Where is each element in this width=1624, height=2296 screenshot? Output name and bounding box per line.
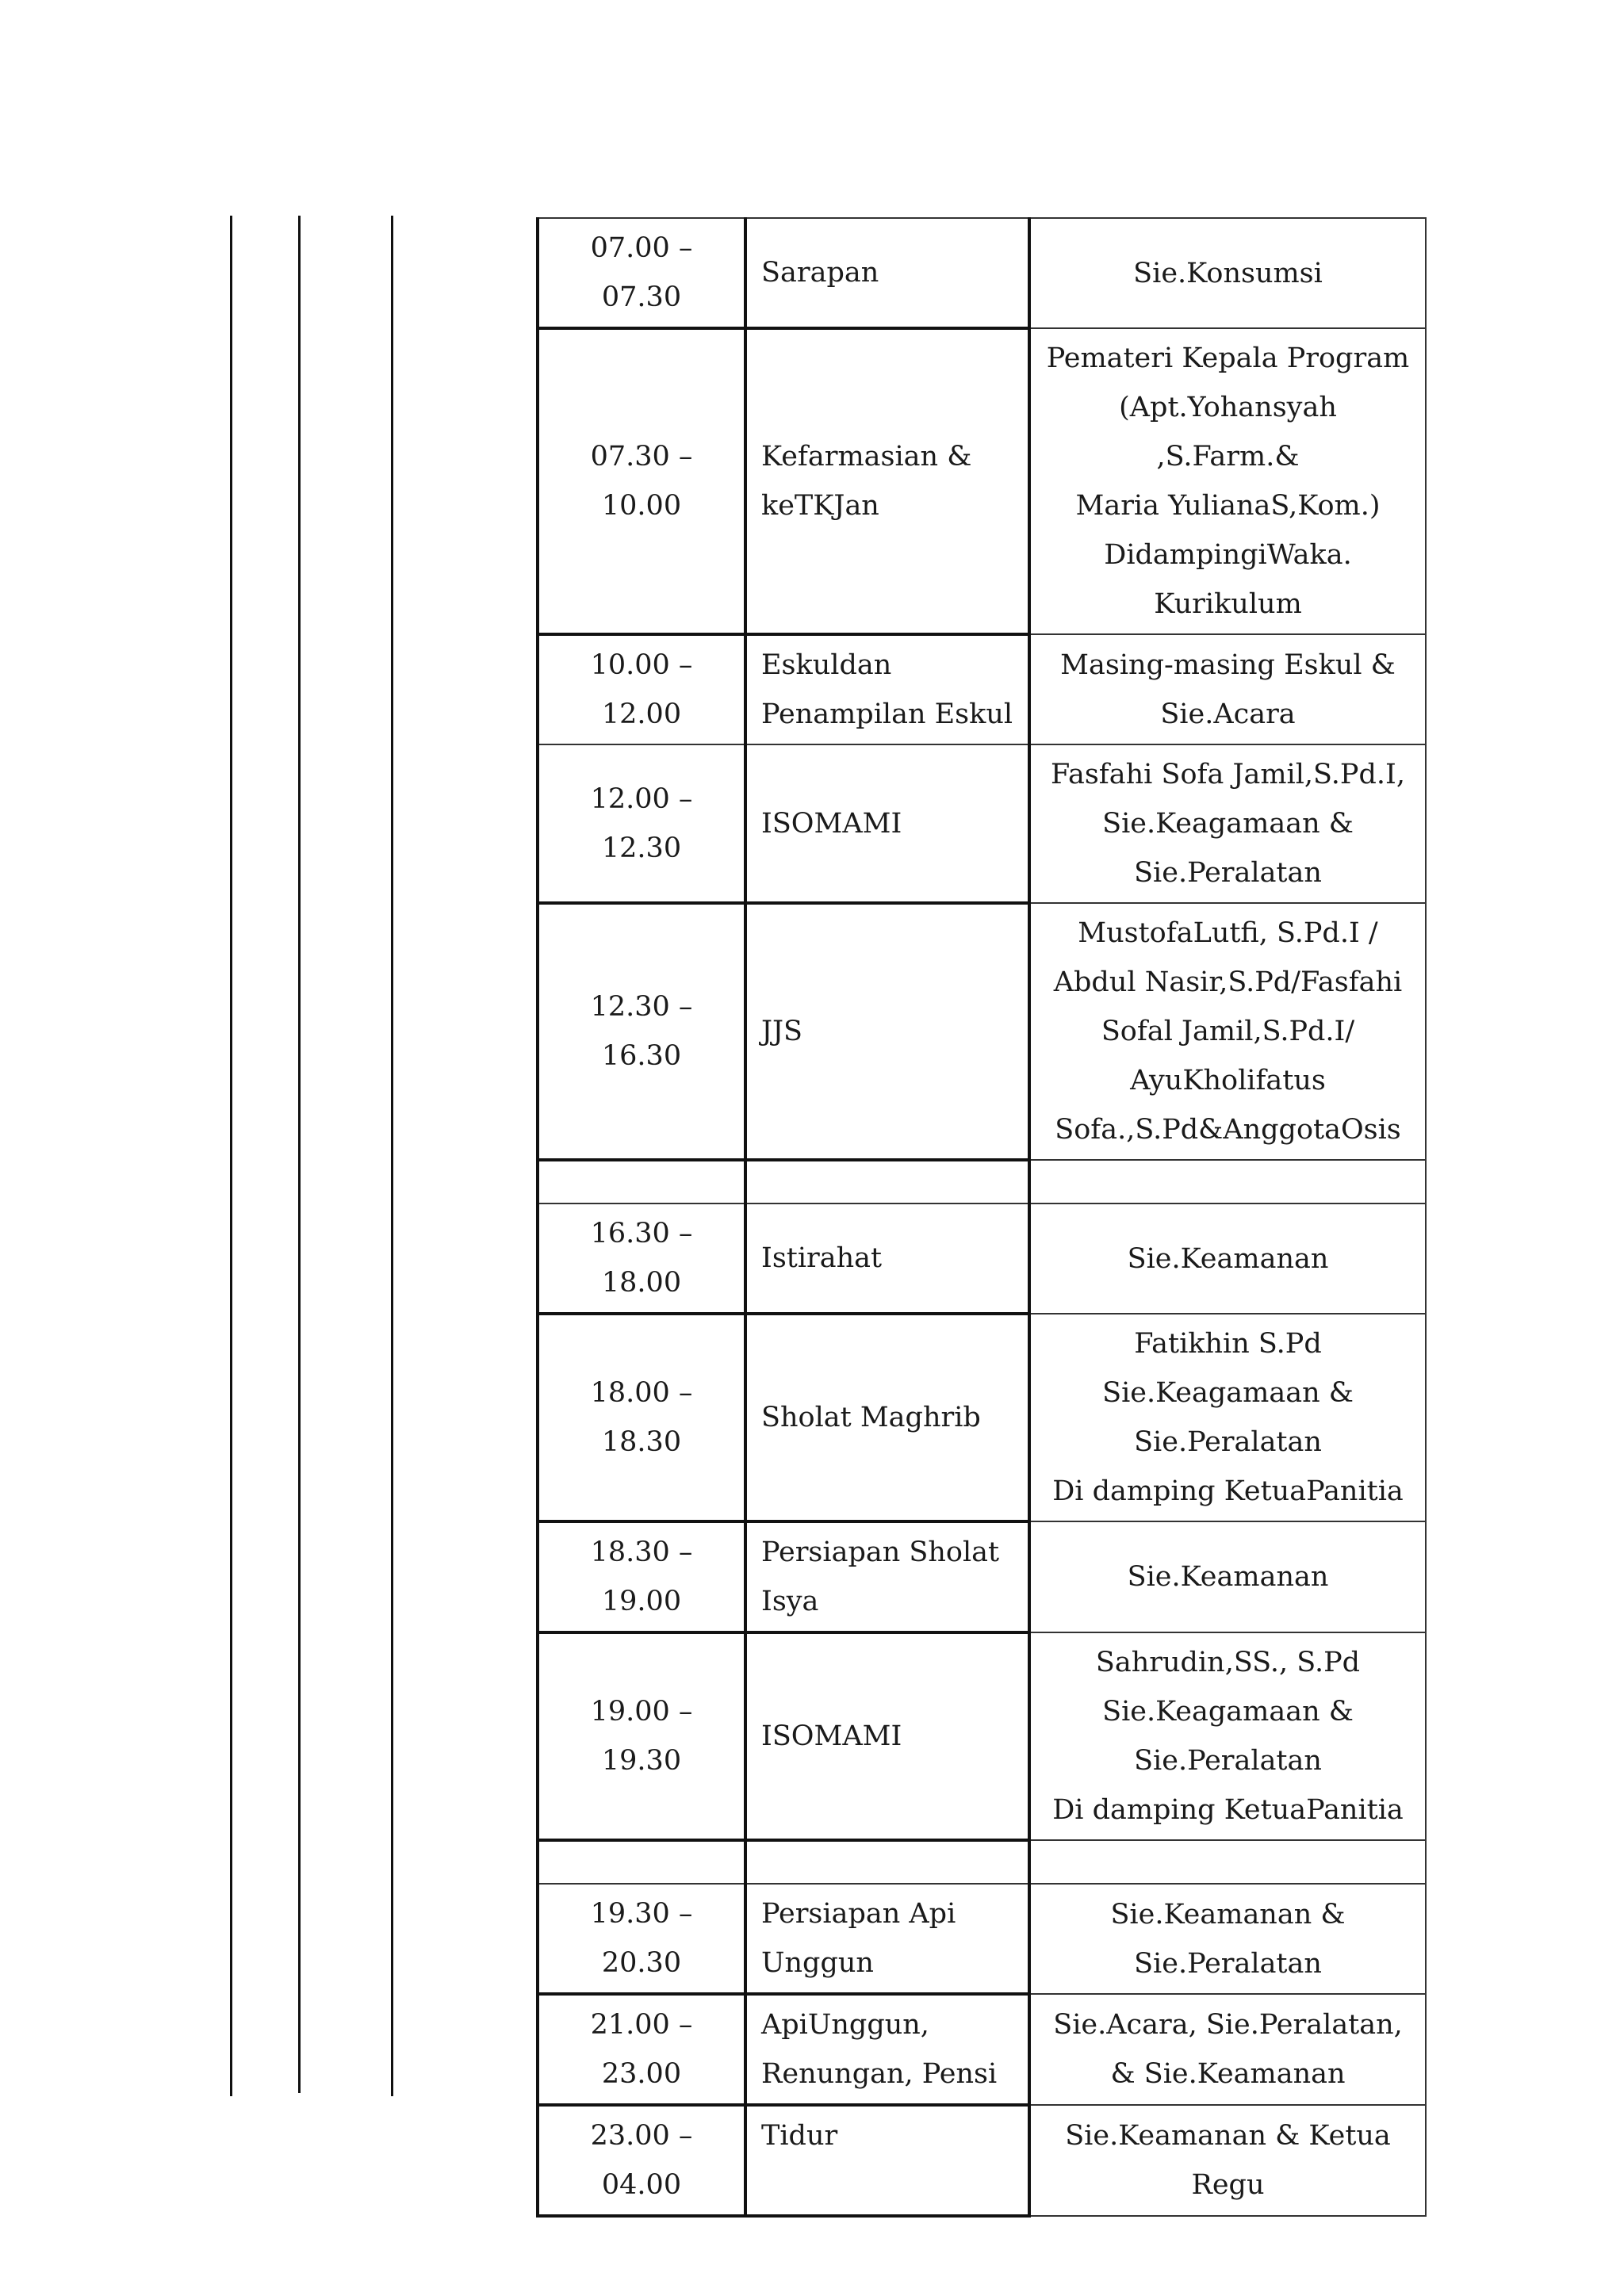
pic-cell <box>1029 1884 1426 1994</box>
activity-cell-line: Sholat Maghrib <box>761 1402 981 1433</box>
pic-cell <box>1029 218 1426 328</box>
time-cell-line: 20.30 <box>601 1947 682 1979</box>
time-cell <box>538 1840 745 1884</box>
pic-cell-line: & Sie.Keamanan <box>1110 2058 1346 2090</box>
pic-cell-line: Sie.Keamanan <box>1127 1242 1329 1275</box>
schedule-row <box>538 1314 1426 1521</box>
pic-cell <box>1029 1160 1426 1203</box>
activity-cell <box>745 903 1029 1160</box>
schedule-row <box>538 1521 1426 1632</box>
time-cell-line: 10.00 – <box>590 649 693 681</box>
time-cell <box>538 1632 745 1840</box>
pic-cell <box>1029 1994 1426 2105</box>
activity-cell-line: ISOMAMI <box>761 807 902 840</box>
activity-cell-line: Renungan, Pensi <box>761 2058 998 2090</box>
activity-cell <box>745 1994 1029 2105</box>
time-cell-line: 04.00 <box>601 2169 682 2201</box>
activity-cell-line: Sarapan <box>761 257 879 289</box>
pic-cell-line: Sie.Peralatan <box>1134 1947 1322 1980</box>
pic-cell-line: Pemateri Kepala Program <box>1046 342 1410 374</box>
pic-cell-line: (Apt.Yohansyah ,S.Farm.& <box>1119 392 1337 473</box>
pic-cell-line: Sie.Keamanan & Ketua <box>1065 2120 1391 2152</box>
activity-cell <box>745 218 1029 328</box>
time-cell <box>538 1994 745 2105</box>
pic-cell <box>1029 744 1426 903</box>
pic-cell <box>1029 1314 1426 1521</box>
pic-cell-line: Sie.Konsumsi <box>1133 257 1323 289</box>
left-border-line-2 <box>298 216 301 2093</box>
pic-cell-line: Abdul Nasir,S.Pd/Fasfahi <box>1053 966 1403 998</box>
pic-cell <box>1029 1632 1426 1840</box>
time-cell <box>538 634 745 744</box>
pic-cell-line: Masing-masing Eskul & <box>1060 649 1396 681</box>
left-border-line-3 <box>391 216 393 2096</box>
schedule-row <box>538 1884 1426 1994</box>
pic-cell-line: Di damping KetuaPanitia <box>1052 1794 1404 1826</box>
time-cell-line: 18.00 <box>601 1267 682 1299</box>
schedule-body <box>538 218 1426 2216</box>
pic-cell-line: Sie.Peralatan <box>1134 1426 1322 1458</box>
pic-cell-line: Sahrudin,SS., S.Pd <box>1095 1647 1361 1678</box>
pic-cell-line: Sie.Keamanan <box>1127 1561 1329 1593</box>
pic-cell-line: Fasfahi Sofa Jamil,S.Pd.I, <box>1051 759 1405 790</box>
time-cell-line: 18.30 <box>601 1426 682 1458</box>
time-cell-line: 07.30 <box>601 281 682 313</box>
time-cell-line: 16.30 <box>601 1040 682 1072</box>
schedule-row <box>538 903 1426 1160</box>
schedule-row <box>538 328 1426 634</box>
time-cell <box>538 1203 745 1314</box>
activity-cell <box>745 1884 1029 1994</box>
pic-cell-line: MustofaLutfi, S.Pd.I / <box>1078 917 1378 949</box>
pic-cell <box>1029 1521 1426 1632</box>
time-cell-line: 07.00 – <box>590 232 693 264</box>
activity-cell <box>745 1203 1029 1314</box>
left-border-line-1 <box>230 216 232 2096</box>
pic-cell-line: Sofal Jamil,S.Pd.I/ <box>1101 1016 1355 1047</box>
time-cell <box>538 1160 745 1203</box>
time-cell <box>538 2105 745 2216</box>
pic-cell-line: Kurikulum <box>1154 588 1302 620</box>
pic-cell-line: Sie.Peralatan <box>1134 857 1322 889</box>
activity-cell-line: ISOMAMI <box>761 1720 902 1752</box>
schedule-row <box>538 1840 1426 1884</box>
time-cell-line: 12.00 <box>601 698 682 730</box>
time-cell-line: 12.00 – <box>590 783 693 815</box>
time-cell <box>538 903 745 1160</box>
schedule-row <box>538 1994 1426 2105</box>
activity-cell <box>745 1521 1029 1632</box>
time-cell-line: 10.00 <box>601 490 682 522</box>
time-cell-line: 12.30 <box>601 832 682 864</box>
activity-cell-line: Unggun <box>761 1947 874 1979</box>
pic-cell <box>1029 328 1426 634</box>
time-cell-line: 19.30 <box>601 1745 682 1777</box>
time-cell-line: 19.00 – <box>590 1696 693 1728</box>
activity-cell-line: Persiapan Api <box>761 1898 956 1930</box>
pic-cell <box>1029 634 1426 744</box>
pic-cell-line: Maria YulianaS,Kom.) <box>1075 490 1381 522</box>
activity-cell <box>745 1160 1029 1203</box>
time-cell-line: 21.00 – <box>590 2009 693 2041</box>
time-cell <box>538 1884 745 1994</box>
time-cell <box>538 1314 745 1521</box>
pic-cell-line: Di damping KetuaPanitia <box>1052 1475 1404 1507</box>
activity-cell-line: JJS <box>761 1016 803 1047</box>
pic-cell-line: Fatikhin S.Pd <box>1134 1328 1322 1360</box>
pic-cell-line: Sie.Keagamaan & <box>1102 1377 1354 1409</box>
pic-cell-line: Sofa.,S.Pd&AnggotaOsis <box>1055 1114 1401 1146</box>
activity-cell <box>745 744 1029 903</box>
schedule-row <box>538 2105 1426 2216</box>
pic-cell-line: Regu <box>1191 2169 1265 2201</box>
schedule-row <box>538 634 1426 744</box>
activity-cell <box>745 1632 1029 1840</box>
time-cell-line: 16.30 – <box>590 1218 693 1249</box>
schedule-row <box>538 1203 1426 1314</box>
time-cell <box>538 1521 745 1632</box>
pic-cell-line: DidampingiWaka. <box>1104 539 1352 571</box>
time-cell-line: 18.30 – <box>590 1536 693 1568</box>
activity-cell-line: Istirahat <box>761 1242 883 1274</box>
pic-cell-line: Sie.Peralatan <box>1134 1745 1322 1777</box>
activity-cell <box>745 1840 1029 1884</box>
activity-cell-line: Penampilan Eskul <box>761 698 1013 730</box>
activity-cell-line: keTKJan <box>761 490 879 522</box>
activity-cell-line: Tidur <box>761 2120 838 2152</box>
time-cell-line: 12.30 – <box>590 991 693 1023</box>
pic-cell-line: Sie.Keagamaan & <box>1102 808 1354 840</box>
time-cell <box>538 744 745 903</box>
schedule-row <box>538 744 1426 903</box>
activity-cell <box>745 1314 1029 1521</box>
time-cell-line: 23.00 – <box>590 2120 693 2152</box>
time-cell <box>538 328 745 634</box>
time-cell-line: 07.30 – <box>590 441 693 473</box>
activity-cell-line: Persiapan Sholat <box>761 1536 1000 1568</box>
pic-cell-line: Sie.Acara <box>1160 698 1296 730</box>
activity-cell-line: ApiUnggun, <box>761 2009 929 2041</box>
pic-cell <box>1029 2105 1426 2216</box>
schedule-table <box>536 217 1427 2218</box>
time-cell-line: 18.00 – <box>590 1377 693 1409</box>
activity-cell-line: Isya <box>761 1586 819 1617</box>
time-cell-line: 23.00 <box>601 2058 682 2090</box>
activity-cell-line: Kefarmasian & <box>761 441 972 473</box>
pic-cell <box>1029 903 1426 1160</box>
schedule-row <box>538 218 1426 328</box>
time-cell-line: 19.30 – <box>590 1898 693 1930</box>
schedule-row <box>538 1160 1426 1203</box>
time-cell <box>538 218 745 328</box>
pic-cell-line: Sie.Acara, Sie.Peralatan, <box>1053 2009 1403 2041</box>
pic-cell-line: AyuKholifatus <box>1130 1065 1326 1096</box>
activity-cell <box>745 2105 1029 2216</box>
activity-cell <box>745 328 1029 634</box>
schedule-row <box>538 1632 1426 1840</box>
pic-cell <box>1029 1840 1426 1884</box>
time-cell-line: 19.00 <box>601 1586 682 1617</box>
pic-cell-line: Sie.Keagamaan & <box>1102 1696 1354 1728</box>
pic-cell-line: Sie.Keamanan & <box>1110 1898 1346 1931</box>
activity-cell-line: Eskuldan <box>761 649 892 681</box>
pic-cell <box>1029 1203 1426 1314</box>
activity-cell <box>745 634 1029 744</box>
